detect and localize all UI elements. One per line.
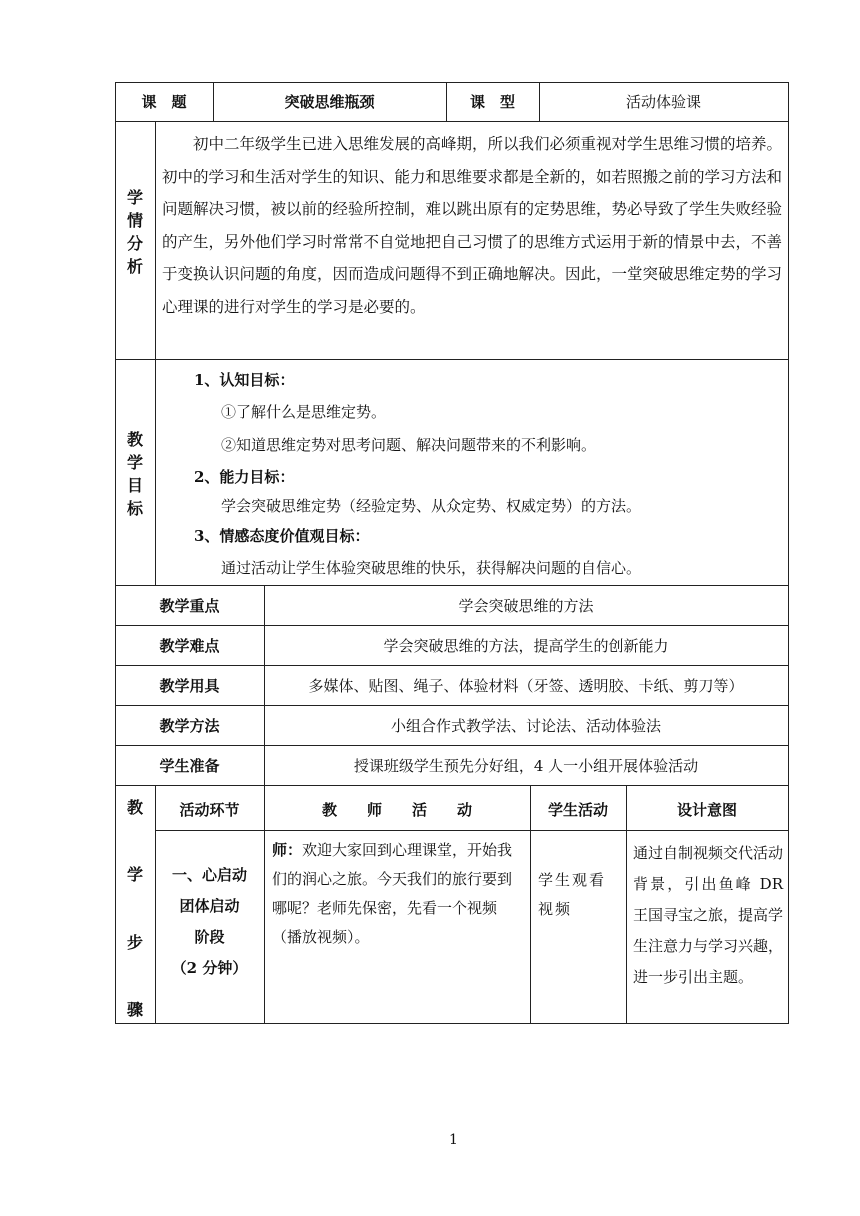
- tools-value: 多媒体、贴图、绳子、体验材料（牙签、透明胶、卡纸、剪刀等）: [308, 677, 744, 695]
- teacher-activity-header: 教 师 活 动: [321, 801, 472, 819]
- row-divider: [155, 830, 789, 831]
- design-intent-header: 设计意图: [676, 801, 737, 819]
- goal-1-title: 1、认知目标：: [194, 371, 295, 389]
- table-border-top: [115, 82, 789, 83]
- difficulty-label: 教学难点: [159, 637, 220, 655]
- teacher-activity-cell: 师：欢迎大家回到心理课堂，开始我们的润心之旅。今天我们的旅行要到哪呢？老师先保密，先看一个视频（播放视频）。: [272, 841, 513, 946]
- row-divider: [115, 745, 789, 746]
- stage-cell: 一、心启动 团体启动 阶段 （2 分钟）: [171, 866, 248, 977]
- col-divider: [264, 785, 265, 1024]
- method-value: 小组合作式教学法、讨论法、活动体验法: [390, 717, 661, 735]
- goal-3-title: 3、情感态度价值观目标：: [194, 527, 370, 545]
- tools-label: 教学用具: [159, 677, 220, 695]
- type-label: 课 型: [469, 93, 515, 111]
- steps-label: 教 学 步 骤: [126, 798, 143, 1019]
- design-intent-cell: 通过自制视频交代活动背景，引出鱼峰 DR 王国寻宝之旅，提高学生注意力与学习兴趣，进一步引出主题。: [633, 844, 784, 986]
- row-divider: [115, 785, 789, 786]
- col-divider: [626, 785, 627, 1024]
- row-divider: [115, 585, 789, 586]
- analysis-label: 学 情 分 析: [126, 188, 143, 276]
- goal-3-item-1: 通过活动让学生体验突破思维的快乐，获得解决问题的自信心。: [221, 559, 642, 577]
- row-divider: [115, 665, 789, 666]
- focus-value: 学会突破思维的方法: [458, 597, 594, 615]
- stage-header: 活动环节: [179, 801, 240, 819]
- topic-value: 突破思维瓶颈: [284, 93, 375, 111]
- table-border-right: [788, 82, 789, 1024]
- goal-2-title: 2、能力目标：: [194, 468, 295, 486]
- topic-label: 课 题: [141, 93, 187, 111]
- preparation-value: 授课班级学生预先分好组，4 人一小组开展体验活动: [353, 757, 699, 775]
- row-divider: [115, 359, 789, 360]
- goal-1-item-2: ②知道思维定势对思考问题、解决问题带来的不利影响。: [221, 436, 597, 454]
- goal-2-item-1: 学会突破思维定势（经验定势、从众定势、权威定势）的方法。: [221, 497, 642, 515]
- goal-1-item-1: ①了解什么是思维定势。: [221, 403, 387, 421]
- col-divider: [530, 785, 531, 1024]
- student-activity-cell: 学生观看视频: [538, 871, 607, 918]
- method-label: 教学方法: [159, 717, 220, 735]
- difficulty-value: 学会突破思维的方法，提高学生的创新能力: [383, 637, 669, 655]
- student-activity-header: 学生活动: [547, 801, 608, 819]
- preparation-label: 学生准备: [159, 757, 220, 775]
- row-divider: [115, 121, 789, 122]
- row-divider: [115, 625, 789, 626]
- goals-label: 教 学 目 标: [126, 430, 143, 518]
- row-divider: [115, 705, 789, 706]
- col-divider: [155, 121, 156, 586]
- table-border-bottom: [115, 1023, 789, 1024]
- type-value: 活动体验课: [625, 93, 701, 111]
- focus-label: 教学重点: [159, 597, 220, 615]
- analysis-text: 初中二年级学生已进入思维发展的高峰期，所以我们必须重视对学生思维习惯的培养。初中的学习和生活对学生的知识、能力和思维要求都是全新的，如若照搬之前的学习方法和问题解决习惯，被以前的经验所控制，难以跳出原有的定势思维，势必导致了学生失败经验的产生，另外他们学习时常常不自觉地把自己习惯了的思维方式运用于新的情景中去，不善于变换认识问题的角度，因而造成问题得不到正确地解决。因此，一堂突破思维定势的学习心理课的进行对学生的学习是必要的。: [162, 135, 783, 316]
- page-number: 1: [449, 1132, 458, 1148]
